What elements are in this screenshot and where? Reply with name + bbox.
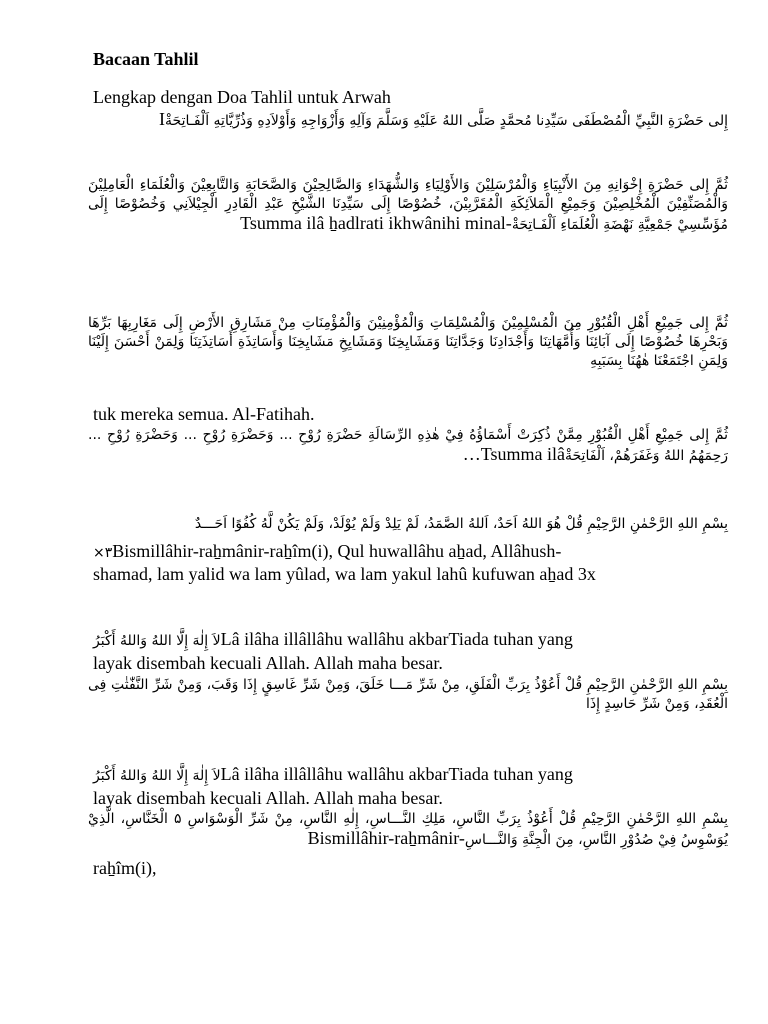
latin-text: Lâ ilâha illâllâhu wallâhu akbarTiada tuhan yang	[220, 764, 573, 784]
tahlil-line-1	[93, 628, 733, 652]
arabic-nas	[88, 810, 728, 850]
arabic-text: بِسْمِ اللهِ الرَّحْمٰنِ الرَّحِيْمِ قُلْ هُوَ اللهُ اَحَدٌ، اَللهُ الصَّمَدُ، لَمْ يَلِدْ وَلَمْ يُوْلَدْ، وَلَمْ يَكُنْ لَّهُ كُفُوًا اَحَـــدٌ	[194, 516, 728, 532]
arabic-fatihah: اَلْفَـاتِحَةْ	[165, 113, 210, 129]
arabic-paragraph-3	[88, 314, 728, 371]
arabic-tahlil: لاَ إِلٰهَ إِلَّا اللهُ وَاللهُ أَكْبَرُ	[93, 768, 221, 784]
arabic-paragraph-2	[88, 176, 728, 235]
arabic-tahlil: لاَ إِلٰهَ إِلَّا اللهُ وَاللهُ أَكْبَرُ	[93, 633, 221, 649]
arabic-text: إِلى حَضْرَةِ النَّبِيِّ الْمُصْطَفَى سَيِّدِنا مُحمَّدٍ صَلَّى اللهُ عَلَيْهِ وَسَلَّمَ وَآلِهِ وَأَزْوَاجِهِ وَأَوْلاَدِهِ وَذُرِّيَّاتِهِ	[213, 113, 728, 129]
latin-nas-line-2: raẖîm(i),	[93, 858, 157, 878]
latin-fragment: Bismillâhir-raẖmânir-	[307, 828, 465, 848]
arabic-fatihah: اَلْفَـاتِحَةْ	[511, 217, 556, 233]
arabic-ikhlas	[88, 515, 728, 534]
document-title: Bacaan Tahlil	[93, 49, 199, 69]
latin-line-fatihah: tuk mereka semua. Al-Fatihah.	[93, 404, 315, 424]
tahlil-translation-1: layak disembah kecuali Allah. Allah maha besar.	[93, 653, 443, 673]
arabic-text: ثُمَّ إِلى حَضْرَةِ إِخْوَانِهِ مِنَ الأَنْبِيَاءِ وَالْمُرْسَلِيْنَ وَالأَوْلِيَاءِ وَالشُّهَدَاءِ وَالصَّالِحِيْنَ وَالصَّحَابَةِ وَالتَّابِعِيْنَ وَالْعُلَمَاءِ الْعَامِلِيْنَ وَالْمُصَنِّفِيْنَ الْمُخْلِصِيْنَ وَجَمِيْعِ الْمَلاَئِكَةِ الْمُقَرَّبِيْنَ، خُصُوْصًا إِلَى سَيِّدِنَا الشَّيْخِ عَبْدِ الْقَادِرِ الْجِيْلاَنِي وَخُصُوْصًا إِلَى مُؤَسِّسِيْ جَمْعِيَّةِ نَهْضَةِ الْعُلَمَاءِ	[88, 177, 728, 233]
arabic-text: بِسْمِ اللهِ الرَّحْمٰنِ الرَّحِيْمِ قُلْ أَعُوْذُ بِرَبِّ النَّاسِ، مَلِكِ النَّـــاسِ، إِلٰهِ النَّاسِ، مِنْ شَرِّ الْوَسْوَاسِ ۵ الْخَنَّاسِ، الَّذِيْ يُوَسْوِسُ فِيْ صُدُوْرِ النَّاسِ، مِنَ الْجِنَّةِ وَالنَّـــاسِ	[88, 811, 728, 848]
count-arabic: ٣×	[93, 545, 113, 561]
arabic-text: بِسْمِ اللهِ الرَّحْمٰنِ الرَّحِيْمِ قُلْ أَعُوْذُ بِرَبِّ الْفَلَقِ، مِنْ شَرِّ مَـــا خَلَقَ، وَمِنْ شَرِّ غَاسِقٍ إِذَا وَقَبَ، وَمِنْ شَرِّ النَّفّٰثٰتِ فِى الْعُقَدِ، وَمِنْ شَرِّ حَاسِدٍ إِذَا	[88, 677, 728, 712]
document-subtitle: Lengkap dengan Doa Tahlil untuk Arwah	[93, 87, 391, 107]
arabic-paragraph-1	[88, 110, 728, 131]
arabic-paragraph-4	[88, 426, 728, 466]
arabic-text: ثُمَّ إِلى جَمِيْعِ أَهْلِ الْقُبُوْرِ مِمَّنْ ذُكِرَتْ أَسْمَاؤُهُ فِيْ هٰذِهِ الرِّسَالَةِ حَضْرَةِ رُوْحِ ... وَحَضْرَةِ رُوْحِ ... وَحَضْرَةِ رُوْحِ ... رَحِمَهُمُ اللهُ وَغَفَرَهُمْ، اَلْفَاتِحَةْ	[88, 427, 728, 464]
latin-text: Lâ ilâha illâllâhu wallâhu akbarTiada tuhan yang	[220, 629, 573, 649]
latin-fragment: Tsumma ilâ ẖadlrati ikhwânihi minal-	[240, 213, 512, 233]
latin-fragment: I	[159, 109, 166, 129]
arabic-falaq	[88, 676, 728, 714]
latin-text: Bismillâhir-raẖmânir-raẖîm(i), Qul huwallâhu aẖad, Allâhush-	[112, 541, 562, 561]
latin-ikhlas-line-1	[93, 540, 733, 564]
tahlil-translation-2: layak disembah kecuali Allah. Allah maha besar.	[93, 788, 443, 808]
latin-ikhlas-line-2: shamad, lam yalid wa lam yûlad, wa lam yakul lahû kufuwan aẖad 3x	[93, 564, 596, 584]
tahlil-line-2	[93, 763, 733, 787]
arabic-text: ثُمَّ إِلى جَمِيْعِ أَهْلِ الْقُبُوْرِ مِنَ الْمُسْلِمِيْنَ وَالْمُسْلِمَاتِ وَالْمُؤْمِنِيْنَ وَالْمُؤْمِنَاتِ مِنْ مَشَارِقِ الأَرْضِ إِلَى مَغَارِبِهَا بَرِّهَا وَبَحْرِهَا خُصُوْصًا إِلَى آبَائِنَا وَأُمَّهَاتِنَا وَأَجْدَادِنَا وَجَدَّاتِنَا وَمَشَايِخِنَا وَمَشَايِخِ مَشَايِخِنَا وَأَسَاتِذَةِ أَسَاتِذَتِنَا وَلِمَنْ أَحْسَنَ إِلَيْنَا وَلِمَنِ اجْتَمَعْنَا هٰهُنَا بِسَبَبِهِ	[88, 315, 728, 369]
latin-fragment: …Tsumma ilâ	[462, 444, 566, 464]
